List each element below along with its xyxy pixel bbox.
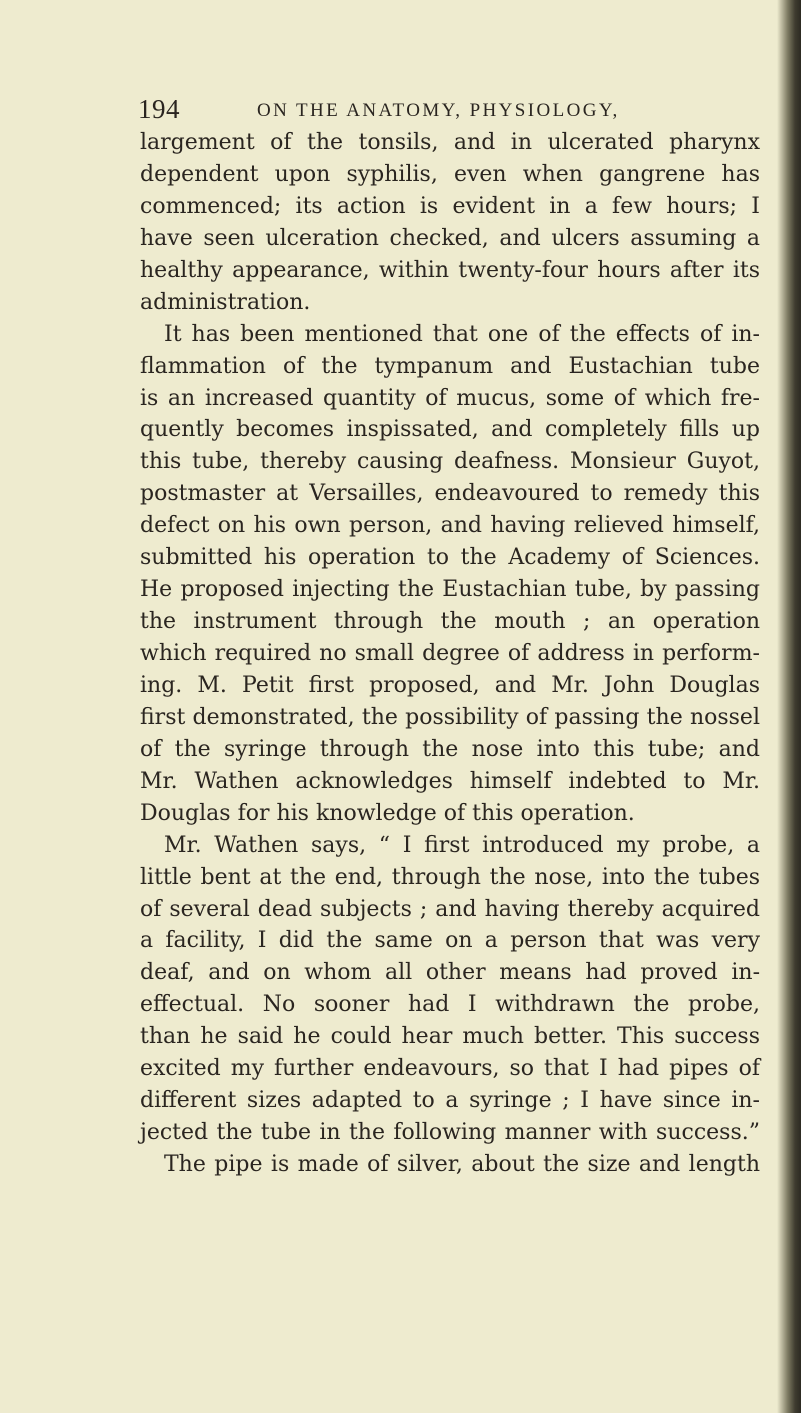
text-line: administration. xyxy=(140,289,311,315)
running-head: ON THE ANATOMY, PHYSIOLOGY, xyxy=(257,100,620,121)
page-header xyxy=(138,92,658,126)
text-line: postmaster at Versailles, endeavoured to remedy this xyxy=(140,481,760,507)
text-line: jected the tube in the following manner with success.” xyxy=(140,1120,760,1146)
text-line: have seen ulceration checked, and ulcers assuming a xyxy=(140,225,760,251)
text-line: healthy appearance, within twenty-four hours after its xyxy=(140,257,760,283)
text-line: submitted his operation to the Academy of Sciences. xyxy=(140,545,760,571)
body-text xyxy=(140,127,760,1181)
text-line: Mr. Wathen acknowledges himself indebted to Mr. xyxy=(140,768,760,794)
text-line: a facility, I did the same on a person that was very xyxy=(140,928,760,954)
text-line: defect on his own person, and having relieved himself, xyxy=(140,513,760,539)
page-edge-shadow xyxy=(777,0,801,1413)
page-number: 194 xyxy=(138,94,180,124)
text-line: of the syringe through the nose into this tube; and xyxy=(140,736,760,762)
text-line: first demonstrated, the possibility of passing the nossel xyxy=(140,704,760,730)
text-line: is an increased quantity of mucus, some of which fre- xyxy=(140,385,760,411)
text-line: It has been mentioned that one of the effects of in- xyxy=(164,321,760,347)
text-line: the instrument through the mouth ; an operation xyxy=(140,609,760,635)
text-line: Douglas for his knowledge of this operation. xyxy=(140,800,635,826)
text-line: ing. M. Petit first proposed, and Mr. John Douglas xyxy=(140,672,760,698)
text-line: deaf, and on whom all other means had proved in- xyxy=(140,960,760,986)
text-line: little bent at the end, through the nose, into the tubes xyxy=(140,864,760,890)
text-line: this tube, thereby causing deafness. Monsieur Guyot, xyxy=(140,449,760,475)
text-line: excited my further endeavours, so that I had pipes of xyxy=(140,1056,760,1082)
text-line: quently becomes inspissated, and completely fills up xyxy=(140,417,760,443)
text-line: Mr. Wathen says, “ I first introduced my probe, a xyxy=(164,832,760,858)
text-line: different sizes adapted to a syringe ; I have since in- xyxy=(140,1088,760,1114)
text-line: flammation of the tympanum and Eustachian tube xyxy=(140,353,760,379)
text-line: He proposed injecting the Eustachian tube, by passing xyxy=(140,577,760,603)
text-line: of several dead subjects ; and having thereby acquired xyxy=(140,896,760,922)
text-line: which required no small degree of address in perform- xyxy=(140,641,760,666)
text-line: effectual. No sooner had I withdrawn the probe, xyxy=(140,992,760,1018)
text-line: dependent upon syphilis, even when gangrene has xyxy=(140,161,760,187)
text-line: largement of the tonsils, and in ulcerated pharynx xyxy=(140,130,760,155)
text-line: The pipe is made of silver, about the size and length xyxy=(164,1152,760,1177)
text-line: commenced; its action is evident in a few hours; I xyxy=(140,193,760,219)
text-line: than he said he could hear much better. This success xyxy=(140,1024,760,1050)
